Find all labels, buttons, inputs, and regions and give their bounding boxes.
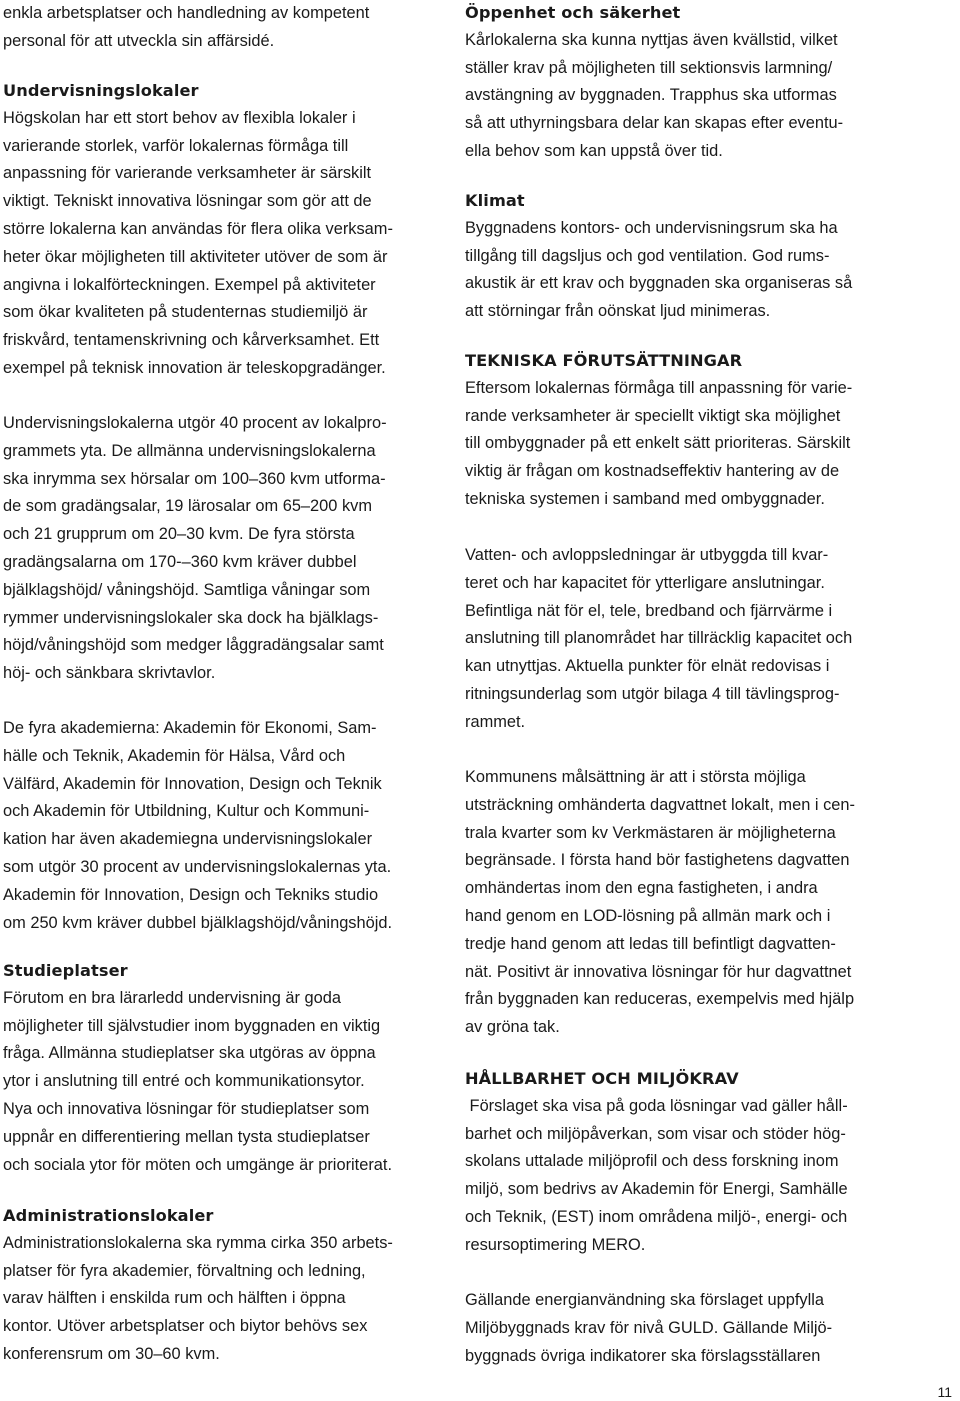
text-line: Byggnadens kontors- och undervisningsrum ska ha [465, 218, 838, 237]
text-line: viktigt. Tekniskt innovativa lösningar som gör att de [3, 192, 372, 211]
section-paragraph [3, 1230, 463, 1369]
text-line: bjälklagshöjd/ våningshöjd. Samtliga våningar som [3, 580, 371, 599]
text-line: nät. Positivt är innovativa lösningar för hur dagvattnet [465, 962, 852, 981]
text-line: grammets yta. De allmänna undervisningslokalerna [3, 441, 376, 460]
text-line: ella behov som kan uppstå över tid. [465, 141, 723, 160]
text-line: om 250 kvm kräver dubbel bjälklagshöjd/våningshöjd. [3, 913, 393, 932]
text-line: så att uthyrningsbara delar kan skapas efter eventu- [465, 114, 844, 133]
text-line: Miljöbyggnads krav för nivå GULD. Gällande Miljö- [465, 1318, 833, 1337]
text-line: ställer krav på möjligheten till sektionsvis larmning/ [465, 58, 833, 77]
text-line: varav hälften i enskilda rum och hälften i öppna [3, 1289, 346, 1308]
text-line: rammet. [465, 712, 526, 731]
text-line: anslutning till planområdet har tillräcklig kapacitet och [465, 629, 853, 648]
text-line: Eftersom lokalernas förmåga till anpassning för varie- [465, 378, 853, 397]
text-line: viktig är frågan om kostnadseffektiv hantering av de [465, 462, 840, 481]
text-line: fråga. Allmänna studieplatser ska utgöras av öppna [3, 1044, 376, 1063]
text-line: byggnads övriga indikatorer ska förslagsställaren [465, 1346, 821, 1365]
text-line: höj- och sänkbara skrivtavlor. [3, 664, 216, 683]
text-line: av gröna tak. [465, 1018, 560, 1037]
text-line: ska inrymma sex hörsalar om 100–360 kvm utforma- [3, 469, 386, 488]
text-line: teret och har kapacitet för ytterligare anslutningar. [465, 573, 825, 592]
text-line: kation har även akademiegna undervisningslokaler [3, 830, 373, 849]
text-line: exempel på teknisk innovation är teleskopgradänger. [3, 358, 386, 377]
hallbarhet-paragraph-2 [465, 1287, 935, 1370]
text-line: platser för fyra akademier, förvaltning och ledning, [3, 1261, 366, 1280]
section-paragraph [3, 105, 463, 383]
text-line: från byggnaden kan reduceras, exempelvis med hjälp [465, 990, 855, 1009]
text-line: kontor. Utöver arbetsplatser och biytor behövs sex [3, 1317, 368, 1336]
text-line: rande verksamheter är speciellt viktigt ska möjlighet [465, 406, 841, 425]
text-line: miljö, som bedrivs av Akademin för Energi, Samhälle [465, 1180, 848, 1199]
text-line: tekniska systemen i samband med ombyggnader. [465, 489, 825, 508]
text-line: Högskolan har ett stort behov av flexibla lokaler i [3, 108, 356, 127]
section-heading: Undervisningslokaler [3, 81, 199, 100]
text-line: konferensrum om 30–60 kvm. [3, 1344, 220, 1363]
section-studieplatser [3, 957, 463, 1179]
text-line: som utgör 30 procent av undervisningslokalernas yta. [3, 857, 392, 876]
section-undervisningslokaler [3, 77, 463, 383]
text-line: barhet och miljöpåverkan, som visar och stöder hög- [465, 1124, 846, 1143]
text-line: friskvård, tentamenskrivning och kårverksamhet. Ett [3, 331, 380, 350]
text-line: uppnår en differentiering mellan tysta studieplatser [3, 1127, 370, 1146]
tekniska-paragraph-2 [465, 542, 935, 737]
undervisning-paragraph-2 [3, 410, 463, 688]
text-line: de som gradängsalar, 19 lärosalar om 65–200 kvm [3, 497, 372, 516]
text-line: omhändertas inom den egna fastigheten, i andra [465, 879, 818, 898]
text-line: anpassning för varierande verksamheter är särskilt [3, 164, 372, 183]
text-line: De fyra akademierna: Akademin för Ekonomi, Sam- [3, 719, 377, 737]
section-heading: TEKNISKA FÖRUTSÄTTNINGAR [465, 351, 743, 370]
text-line: gradängsalarna om 170-–360 kvm kräver dubbel [3, 552, 357, 571]
text-line: Administrationslokalerna ska rymma cirka 350 arbets- [3, 1233, 393, 1252]
section-tekniska-forutsattningar [465, 347, 935, 514]
text-line: och Akademin för Utbildning, Kultur och Kommuni- [3, 802, 370, 821]
text-line: begränsade. I första hand bör fastighetens dagvatten [465, 851, 850, 870]
text-line: Förslaget ska visa på goda lösningar vad gäller håll- [465, 1096, 848, 1115]
text-line: ritningsunderlag som utgör bilaga 4 till tävlingsprog- [465, 684, 840, 703]
text-line: avstängning av byggnaden. Trapphus ska utformas [465, 86, 837, 105]
text-line: rymmer undervisningslokaler ska dock ha bjälklags- [3, 608, 379, 627]
text-line: angivna i lokalförteckningen. Exempel på aktiviteter [3, 275, 376, 294]
text-line: Förutom en bra lärarledd undervisning är goda [3, 988, 342, 1007]
text-line: större lokalerna kan användas för flera olika verksam- [3, 219, 393, 238]
text-line: hand genom en LOD-lösning på allmän mark och i [465, 906, 831, 925]
text-line: skolans uttalade miljöprofil och dess forskning inom [465, 1152, 839, 1171]
section-administrationslokaler [3, 1202, 463, 1369]
section-klimat [465, 187, 935, 326]
section-paragraph [3, 985, 463, 1180]
text-line: höjd/våningshöjd som medger låggradängsalar samt [3, 636, 384, 655]
text-line: Kommunens målsättning är att i största möjliga [465, 768, 806, 786]
text-line: och 21 grupprum om 20–30 kvm. De fyra största [3, 525, 355, 544]
text-line: Undervisningslokalerna utgör 40 procent av lokalpro- [3, 414, 387, 432]
text-line: trala kvarter som kv Verkmästaren är möjligheterna [465, 823, 836, 842]
text-line: ytor i anslutning till entré och kommunikationsytor. [3, 1072, 365, 1091]
text-line: heter ökar möjligheten till aktiviteter utöver de som är [3, 247, 388, 266]
text-line: utsträckning omhänderta dagvattnet lokalt, men i cen- [465, 795, 855, 814]
text-line: kan utnyttjas. Aktuella punkter för elnät redovisas i [465, 657, 830, 676]
text-line: Akademin för Innovation, Design och Tekniks studio [3, 885, 379, 904]
text-line: Kårlokalerna ska kunna nyttjas även kvällstid, vilket [465, 30, 838, 49]
text-line: Befintliga nät för el, tele, bredband och fjärrvärme i [465, 601, 833, 620]
text-line: varierande storlek, varför lokalernas förmåga till [3, 136, 349, 155]
section-paragraph [465, 27, 935, 166]
text-line: att störningar från oönskat ljud minimeras. [465, 302, 771, 321]
text-line: som ökar kvaliteten på studenternas studiemiljö är [3, 303, 368, 322]
text-line: Gällande energianvändning ska förslaget uppfylla [465, 1291, 825, 1309]
section-heading: Studieplatser [3, 961, 128, 980]
text-line: Nya och innovativa lösningar för studieplatser som [3, 1099, 370, 1118]
tekniska-paragraph-3 [465, 764, 935, 1042]
intro-paragraph [3, 0, 463, 56]
section-heading: Administrationslokaler [3, 1206, 214, 1225]
text-line: möjligheter till självstudier inom byggnaden en viktig [3, 1016, 381, 1035]
undervisning-paragraph-3 [3, 715, 463, 937]
section-hallbarhet-och-miljokrav [465, 1065, 935, 1260]
section-heading: Öppenhet och säkerhet [465, 3, 681, 22]
text-line: tredje hand genom att ledas till befintligt dagvatten- [465, 934, 836, 953]
text-line: resursoptimering MERO. [465, 1235, 646, 1254]
text-line: Välfärd, Akademin för Innovation, Design och Teknik [3, 774, 382, 793]
text-line: akustik är ett krav och byggnaden ska organiseras så [465, 274, 853, 293]
text-line: enkla arbetsplatser och handledning av kompetent [3, 4, 370, 22]
page-number: 11 [937, 1384, 952, 1400]
section-paragraph [465, 215, 935, 326]
text-line: tillgång till dagsljus och god ventilation. God rums- [465, 246, 830, 265]
section-paragraph [465, 1093, 935, 1260]
text-line: personal för att utveckla sin affärsidé. [3, 31, 275, 50]
section-oppenhet-och-sakerhet [465, 0, 935, 166]
text-line: och sociala ytor för möten och umgänge är prioriterat. [3, 1155, 393, 1174]
text-line: och Teknik, (EST) inom områdena miljö-, energi- och [465, 1207, 848, 1226]
text-line: Vatten- och avloppsledningar är utbyggda till kvar- [465, 546, 829, 564]
section-heading: HÅLLBARHET OCH MILJÖKRAV [465, 1069, 739, 1088]
section-paragraph [465, 375, 935, 514]
text-line: hälle och Teknik, Akademin för Hälsa, Vård och [3, 746, 346, 765]
text-line: till ombyggnader på ett enkelt sätt prioriteras. Särskilt [465, 434, 851, 453]
section-heading: Klimat [465, 191, 525, 210]
